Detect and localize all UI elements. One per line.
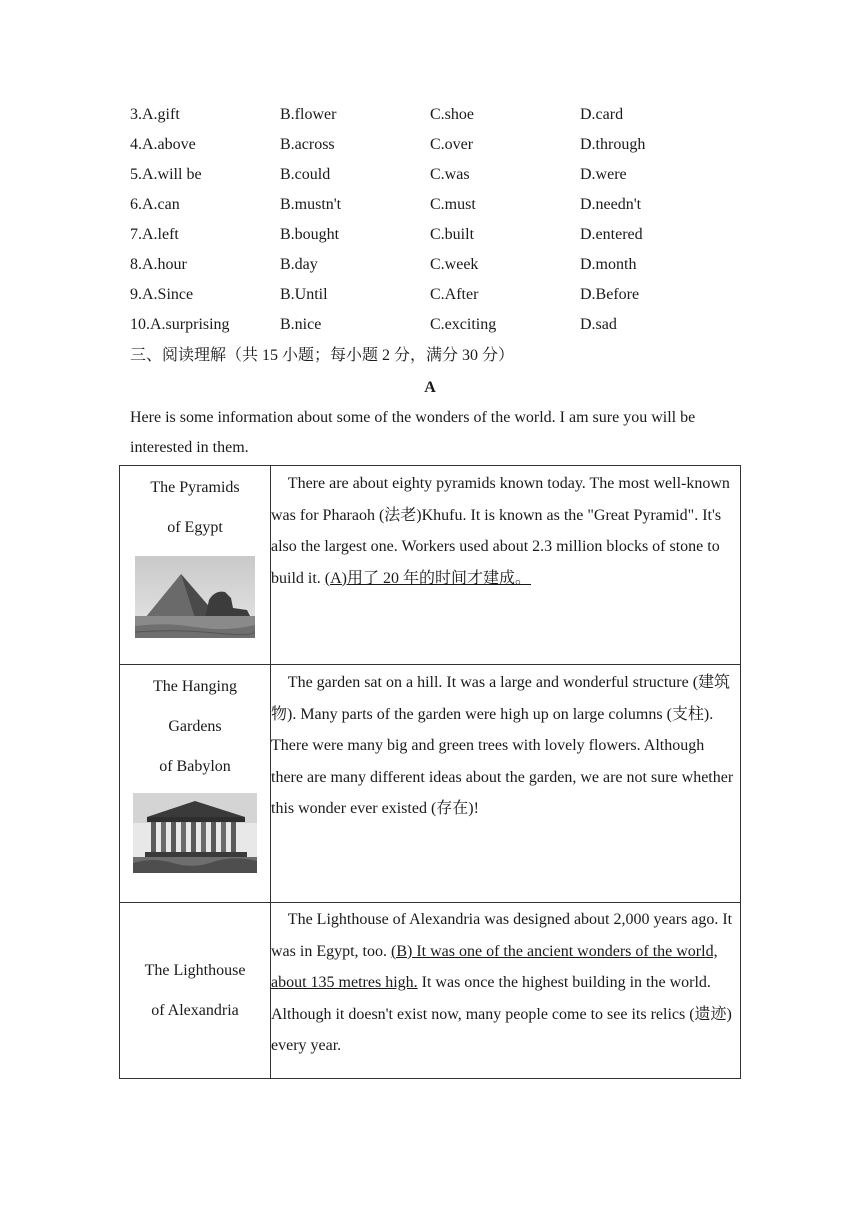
- wonder-description-cell: [271, 466, 741, 665]
- wonder-name-line: The Pyramids: [150, 479, 240, 496]
- option-row-8: [130, 250, 750, 280]
- option-a: 5.A.will be: [130, 166, 202, 183]
- option-row-9: [130, 280, 750, 310]
- option-d: D.Before: [580, 286, 640, 303]
- option-d: D.card: [580, 106, 624, 123]
- option-d: D.were: [580, 166, 627, 183]
- option-c: C.week: [430, 256, 479, 273]
- table-row: [120, 665, 741, 903]
- wonder-name-line: The Lighthouse: [144, 961, 246, 979]
- pyramid-image: [135, 556, 255, 638]
- description-text: The Lighthouse of Alexandria was designed about 2,000 years ago. It was in Egypt, too.: [271, 911, 733, 960]
- underlined-sentence-b: (B) It was one of the ancient wonders of the world, about 135 metres high.: [271, 942, 718, 991]
- intro-paragraph: Here is some information about some of the wonders of the world. I am sure you will be interested in them.: [130, 409, 696, 456]
- wonder-description-cell: [271, 665, 741, 903]
- option-b: B.flower: [280, 106, 337, 123]
- option-d: D.sad: [580, 316, 617, 333]
- option-a: 4.A.above: [130, 136, 196, 153]
- wonder-description: The garden sat on a hill. It was a large and wonderful structure (建筑物). Many parts of the garden were high up on large columns (支柱). There were many big and green trees with lovely flowers. Although there are many different ideas about the garden, we are not sure whether this wonder ever existed (存在)!: [271, 674, 734, 817]
- option-c: C.was: [430, 166, 470, 183]
- option-row-10: [130, 310, 750, 340]
- wonder-name-line: of Alexandria: [151, 1001, 239, 1019]
- option-d: D.through: [580, 136, 646, 153]
- option-row-7: [130, 220, 750, 250]
- option-a: 8.A.hour: [130, 256, 187, 273]
- description-text: It was once the highest building in the world. Although it doesn't exist now, many people come to see its relics (遗迹) every year.: [271, 974, 732, 1054]
- wonders-table: [119, 465, 741, 1079]
- cloze-options: [130, 100, 750, 340]
- option-row-3: [130, 100, 750, 130]
- option-c: C.over: [430, 136, 474, 153]
- wonder-name-line: The Hanging: [153, 678, 237, 695]
- option-b: B.mustn't: [280, 196, 342, 213]
- section-heading: 三、阅读理解（共 15 小题；每小题 2 分，满分 30 分）: [130, 347, 515, 364]
- option-b: B.could: [280, 166, 331, 183]
- option-a: 9.A.Since: [130, 286, 194, 303]
- option-c: C.built: [430, 226, 475, 243]
- description-text: There are about eighty pyramids known today. The most well-known was for Pharaoh (法老)Khufu. It is known as the "Great Pyramid". It's also the largest one. Workers used about 2.3 million blocks of stone to build it.: [271, 475, 730, 587]
- table-row: [120, 466, 741, 665]
- table-row: [120, 903, 741, 1079]
- option-c: C.must: [430, 196, 476, 213]
- option-a: 7.A.left: [130, 226, 179, 243]
- option-a: 3.A.gift: [130, 106, 180, 123]
- option-d: D.needn't: [580, 196, 642, 213]
- wonder-name-cell: [120, 665, 271, 903]
- wonder-name-line: of Babylon: [159, 758, 231, 775]
- option-c: C.After: [430, 286, 479, 303]
- wonder-description: [271, 466, 740, 594]
- option-b: B.day: [280, 256, 318, 273]
- underlined-sentence-a: (A)用了 20 年的时间才建成。: [324, 569, 531, 587]
- wonder-name-line: of Egypt: [167, 519, 223, 536]
- option-c: C.exciting: [430, 316, 497, 333]
- part-label: A: [424, 379, 436, 396]
- wonder-name-cell: [120, 903, 271, 1079]
- option-a: 6.A.can: [130, 196, 180, 213]
- wonder-name-cell: [120, 466, 271, 665]
- option-row-5: [130, 160, 750, 190]
- option-d: D.entered: [580, 226, 643, 243]
- option-row-4: [130, 130, 750, 160]
- option-a: 10.A.surprising: [130, 316, 230, 333]
- wonder-description-cell: [271, 903, 741, 1079]
- option-row-6: [130, 190, 750, 220]
- option-b: B.nice: [280, 316, 322, 333]
- option-b: B.across: [280, 136, 335, 153]
- hanging-gardens-image: [133, 793, 257, 873]
- option-c: C.shoe: [430, 106, 474, 123]
- wonder-description: [271, 903, 740, 1062]
- option-b: B.Until: [280, 286, 328, 303]
- option-b: B.bought: [280, 226, 340, 243]
- option-d: D.month: [580, 256, 637, 273]
- wonder-name-line: Gardens: [168, 718, 222, 735]
